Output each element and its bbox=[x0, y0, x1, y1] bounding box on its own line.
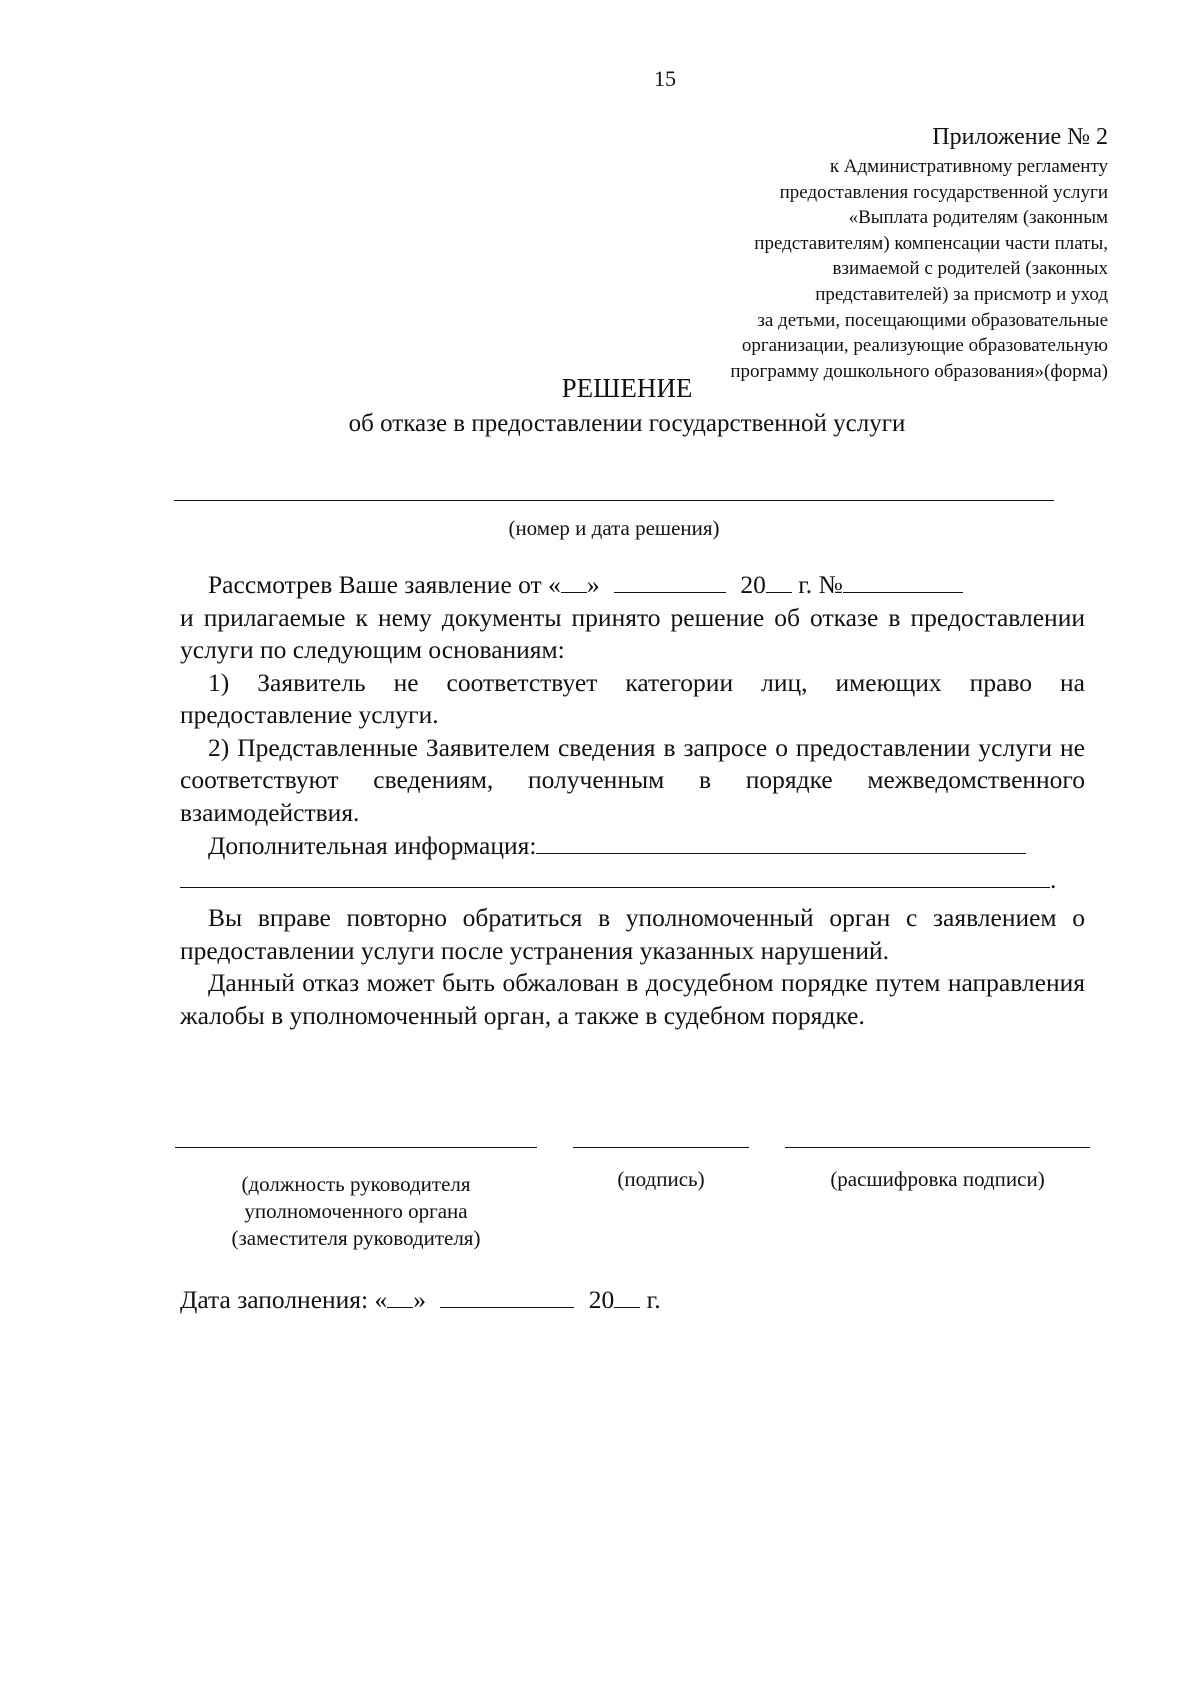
appendix-line: взимаемой с родителей (законных bbox=[832, 258, 1108, 280]
position-caption bbox=[175, 1171, 537, 1252]
decision-number-date-caption: (номер и дата решения) bbox=[508, 516, 720, 540]
fill-date-year-blank bbox=[614, 1283, 640, 1308]
fill-date-day-blank bbox=[387, 1283, 413, 1308]
fill-date-line bbox=[180, 1283, 661, 1316]
intro-quote-close: » bbox=[586, 570, 600, 599]
signature-decoding-line bbox=[785, 1147, 1090, 1148]
document-title: РЕШЕНИЕ bbox=[561, 373, 693, 403]
intro-number: г. № bbox=[798, 570, 843, 599]
fill-date-prefix: Дата заполнения: « bbox=[180, 1285, 388, 1314]
application-number-blank bbox=[843, 568, 963, 593]
appendix-line: программу дошкольного образования»(форма) bbox=[730, 360, 1108, 382]
refusal-reason-2: 2) Представленные Заявителем сведения в запросе о предоставлении услуги не соответствуют сведениям, полученным в порядке межведомственного взаимодействия. bbox=[180, 732, 1085, 827]
repeat-notice: Вы вправе повторно обратиться в уполномоченный орган с заявлением о предоставлении услуги после устранения указанных нарушений. bbox=[180, 903, 1085, 965]
position-caption-line: (заместителя руководителя) bbox=[231, 1226, 481, 1250]
position-caption-line: уполномоченного органа bbox=[244, 1199, 468, 1223]
signature-decoding-caption: (расшифровка подписи) bbox=[830, 1167, 1045, 1191]
intro-rest: и прилагаемые к нему документы принято решение об отказе в предоставлении услуги по следующим основаниям: bbox=[180, 602, 1085, 664]
appendix-header bbox=[548, 122, 1108, 384]
application-day-blank bbox=[561, 568, 587, 593]
additional-info-line bbox=[180, 829, 1085, 863]
decision-body bbox=[180, 568, 1085, 1032]
position-signature-line bbox=[175, 1147, 537, 1148]
appendix-line: представителям) компенсации части платы, bbox=[754, 232, 1108, 254]
appendix-line: предоставления государственной услуги bbox=[779, 181, 1108, 203]
document-subtitle: об отказе в предоставлении государственной услуги bbox=[348, 410, 906, 437]
appendix-line: организации, реализующие образовательную bbox=[741, 335, 1108, 357]
additional-info-end: . bbox=[1050, 864, 1057, 894]
appendix-line: представителей) за присмотр и уход bbox=[815, 283, 1108, 305]
position-caption-line: (должность руководителя bbox=[241, 1172, 471, 1196]
additional-info-line-2 bbox=[180, 863, 1085, 897]
additional-info-label: Дополнительная информация: bbox=[208, 831, 537, 860]
appendix-title: Приложение № 2 bbox=[932, 124, 1108, 150]
fill-date-year-suffix: г. bbox=[646, 1285, 661, 1314]
additional-info-blank-2 bbox=[180, 863, 1050, 888]
appendix-line: к Административному регламенту bbox=[829, 156, 1108, 177]
fill-date-year: 20 bbox=[588, 1285, 615, 1314]
intro-year: 20 bbox=[740, 570, 766, 599]
refusal-reason-1: 1) Заявитель не соответствует категории лиц, имеющих право на предоставление услуги. bbox=[180, 667, 1085, 729]
appeal-notice: Данный отказ может быть обжалован в досудебном порядке путем направления жалобы в уполномоченный орган, а также в судебном порядке. bbox=[180, 968, 1085, 1030]
fill-date-quote-close: » bbox=[413, 1285, 426, 1314]
additional-info-blank bbox=[536, 829, 1026, 854]
decision-number-date-line bbox=[174, 500, 1054, 501]
application-year-blank bbox=[766, 568, 792, 593]
appendix-line: за детьми, посещающими образовательные bbox=[757, 309, 1108, 331]
intro-prefix: Рассмотрев Ваше заявление от « bbox=[208, 570, 561, 599]
application-month-blank bbox=[614, 568, 726, 593]
intro-line bbox=[180, 568, 1085, 602]
signature-line bbox=[573, 1147, 749, 1148]
signature-caption: (подпись) bbox=[617, 1167, 705, 1191]
appendix-line: «Выплата родителям (законным bbox=[848, 207, 1108, 229]
page-number: 15 bbox=[654, 66, 676, 91]
fill-date-month-blank bbox=[440, 1283, 574, 1308]
